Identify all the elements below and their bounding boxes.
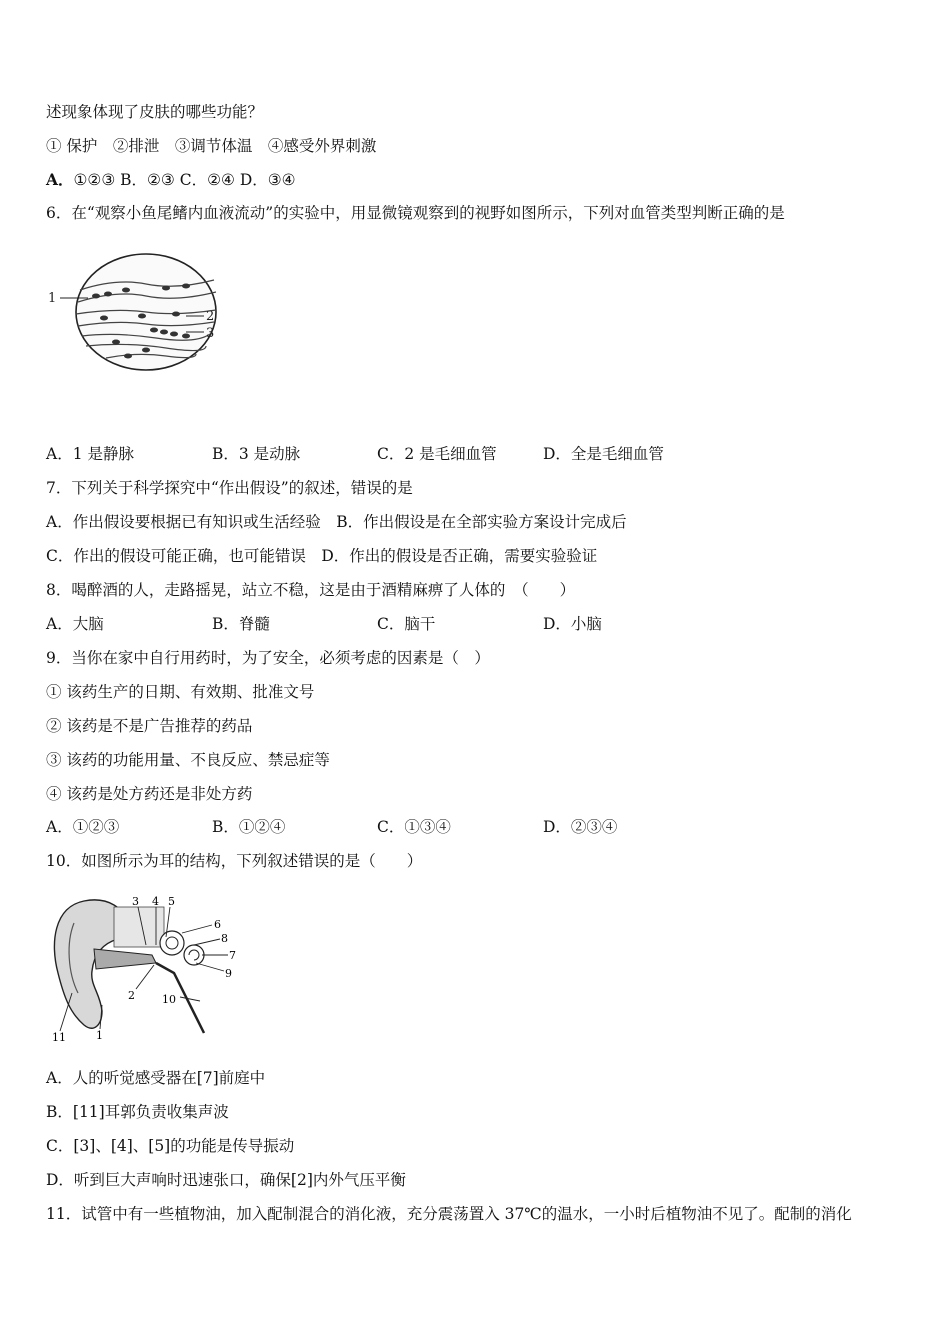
- option: C．2 是毛细血管: [377, 445, 497, 463]
- fish-tail-figure: [46, 250, 226, 375]
- option: D．全是毛细血管: [543, 445, 664, 463]
- option: D．小脑: [543, 615, 602, 633]
- fig-label: 1: [96, 1029, 103, 1042]
- option-row: A．作出假设要根据已有知识或生活经验 B．作出假设是在全部实验方案设计完成后: [46, 513, 627, 531]
- fig-label: 3: [132, 895, 139, 908]
- option: A．①②③: [46, 818, 120, 836]
- text-line: ④ 该药是处方药还是非处方药: [46, 785, 253, 803]
- fig-label: 1: [48, 291, 57, 306]
- question-8: 8．喝醉酒的人，走路摇晃，站立不稳，这是由于酒精麻痹了人体的 （ ）: [46, 581, 576, 599]
- option: C．脑干: [377, 615, 436, 633]
- fig-label: 8: [221, 932, 228, 945]
- option-row: A．人的听觉感受器在[7]前庭中: [46, 1069, 266, 1087]
- question-6: 6．在“观察小鱼尾鳍内血液流动”的实验中，用显微镜观察到的视野如图所示，下列对血管类型判断正确的是: [46, 204, 785, 222]
- text-line: 述现象体现了皮肤的哪些功能？: [46, 103, 264, 121]
- option: C．①③④: [377, 818, 451, 836]
- option: B．3 是动脉: [212, 445, 301, 463]
- text-line: ② 该药是不是广告推荐的药品: [46, 717, 253, 735]
- option: A．大脑: [46, 615, 104, 633]
- text-line: ① 保护 ②排泄 ③调节体温 ④感受外界刺激: [46, 137, 377, 155]
- text-line: [46, 170, 296, 190]
- question-10: 10．如图所示为耳的结构，下列叙述错误的是（ ）: [46, 852, 423, 870]
- option-text: ①②③ B．②③ C．②④ D．③④: [73, 171, 296, 189]
- fig-label: 2: [128, 989, 135, 1002]
- option: B．脊髓: [212, 615, 270, 633]
- option: A．1 是静脉: [46, 445, 134, 463]
- question-9: 9．当你在家中自行用药时，为了安全，必须考虑的因素是（ ）: [46, 649, 490, 667]
- option: B．①②④: [212, 818, 286, 836]
- ear-figure: [44, 893, 244, 1043]
- fig-label: 2: [206, 309, 215, 324]
- option-row: C．[3]、[4]、[5]的功能是传导振动: [46, 1137, 295, 1155]
- question-7: 7．下列关于科学探究中“作出假设”的叙述，错误的是: [46, 479, 413, 497]
- text-line: ① 该药生产的日期、有效期、批准文号: [46, 683, 315, 701]
- option-row: D．听到巨大声响时迅速张口，确保[2]内外气压平衡: [46, 1171, 406, 1189]
- fig-label: 7: [229, 949, 236, 962]
- option-label: A．: [46, 170, 74, 189]
- fig-label: 5: [168, 895, 175, 908]
- fig-label: 3: [206, 326, 215, 341]
- question-11: 11．试管中有一些植物油，加入配制混合的消化液，充分震荡置入 37℃的温水，一小时后植物油不见了。配制的消化: [46, 1205, 852, 1223]
- fig-label: 10: [162, 993, 176, 1006]
- fig-label: 6: [214, 918, 221, 931]
- option-row: B．[11]耳郭负责收集声波: [46, 1103, 229, 1121]
- text-line: ③ 该药的功能用量、不良反应、禁忌症等: [46, 751, 330, 769]
- fig-label: 4: [152, 895, 159, 908]
- option: D．②③④: [543, 818, 618, 836]
- fig-label: 11: [52, 1031, 66, 1043]
- fig-label: 9: [225, 967, 232, 980]
- option-row: C．作出的假设可能正确，也可能错误 D．作出的假设是否正确，需要实验验证: [46, 547, 598, 565]
